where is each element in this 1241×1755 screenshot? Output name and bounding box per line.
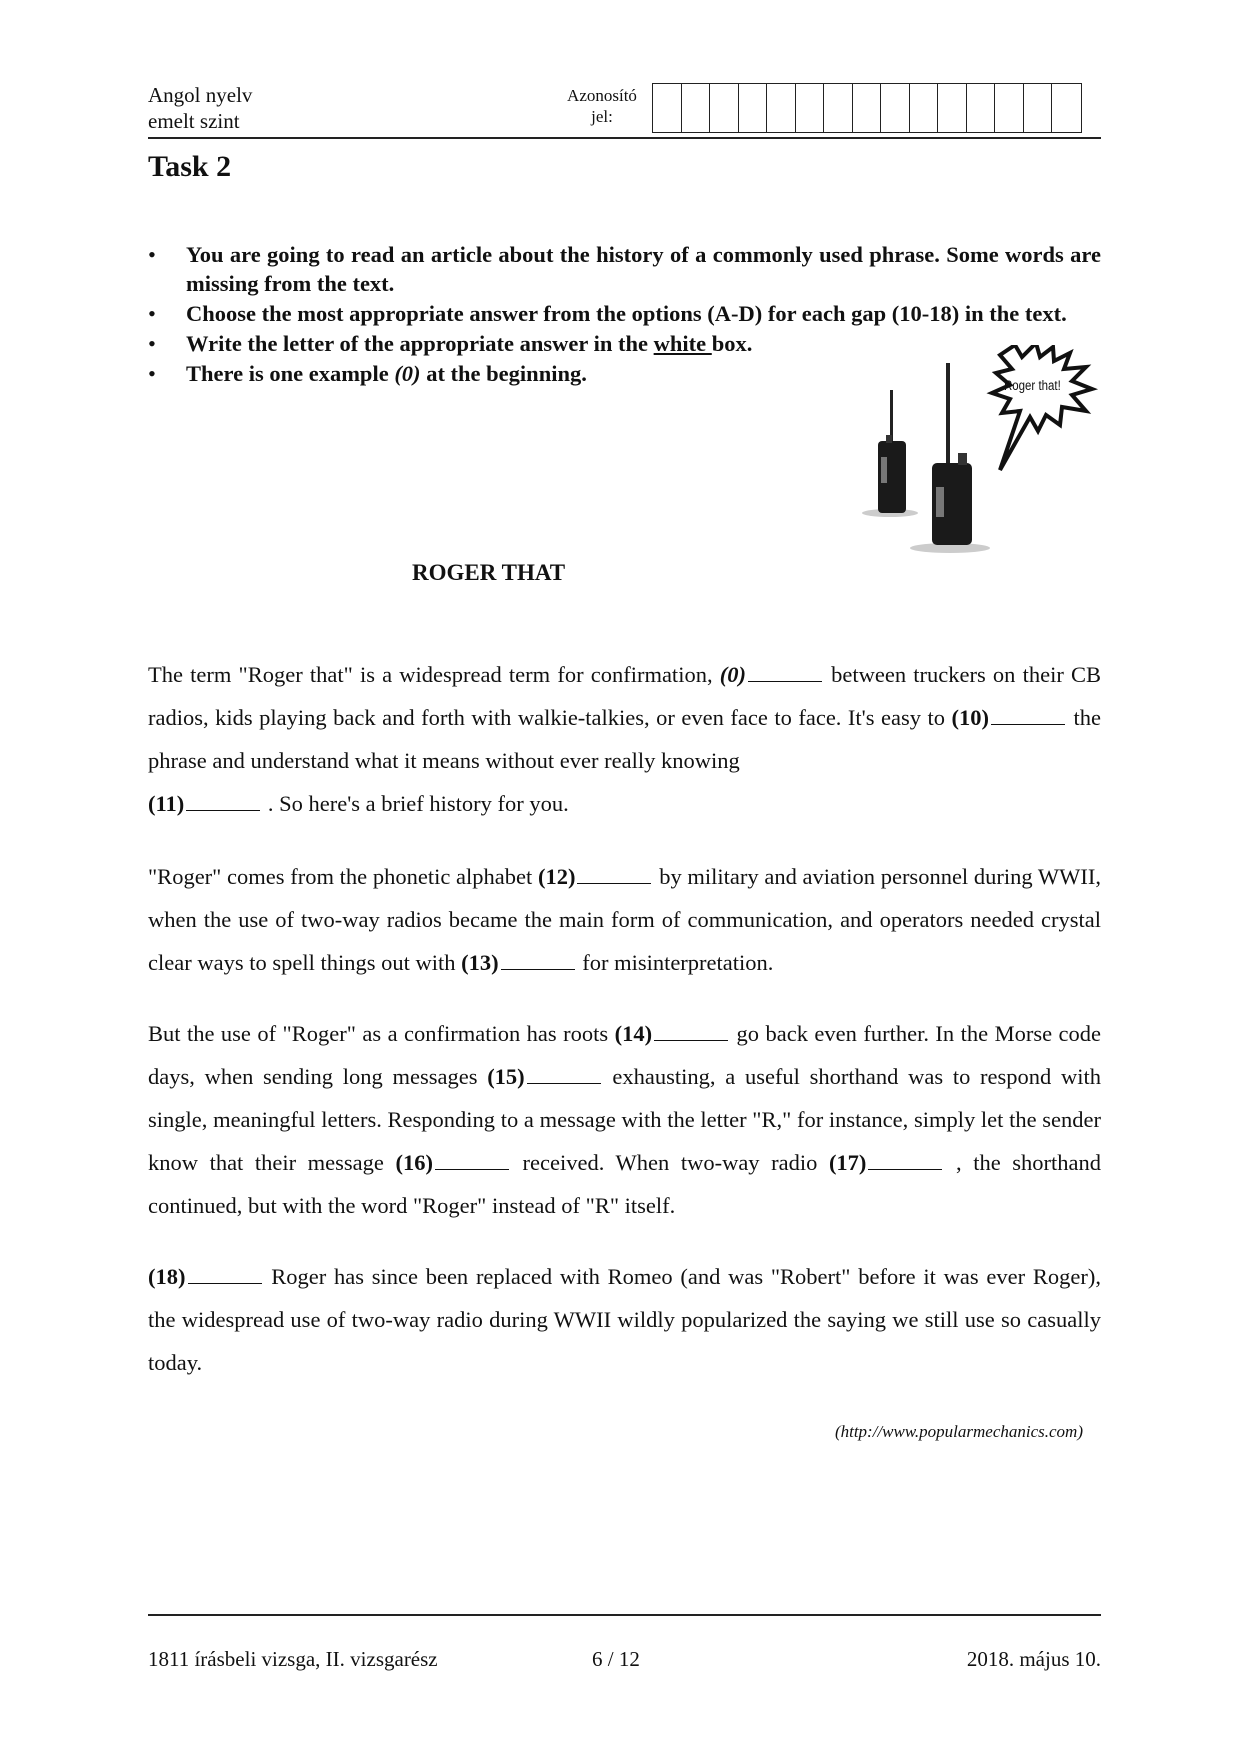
paragraph-4 <box>148 1255 1101 1384</box>
instruction-2: • Choose the most appropriate answer from the options (A-D) for each gap (10-18) in the text. <box>148 299 1101 328</box>
gap-11-blank[interactable] <box>186 792 260 811</box>
gap-17-label: (17) <box>828 1150 867 1175</box>
gap-17-blank[interactable] <box>868 1151 942 1170</box>
source-citation: (http://www.popularmechanics.com) <box>834 1422 1083 1441</box>
gap-12-label: (12) <box>537 864 576 889</box>
gap-14-blank[interactable] <box>654 1022 728 1041</box>
gap-18-label: (18) <box>148 1264 186 1289</box>
id-code-box[interactable] <box>1024 84 1053 132</box>
p1-text-2: between truckers on their CB radios, kids playing back and forth with walkie-talkies, or even face to face. It's easy to <box>148 662 1101 730</box>
instruction-4-example: (0) <box>394 361 421 386</box>
paragraph-2 <box>148 855 1101 984</box>
p1-text-4: . So here's a brief history for you. <box>262 791 569 816</box>
gap-15-blank[interactable] <box>527 1065 601 1084</box>
gap-18-blank[interactable] <box>188 1265 262 1284</box>
footer-exam-label: 1811 írásbeli vizsga, II. vizsgarész <box>148 1647 438 1671</box>
instruction-4-end: at the beginning. <box>420 361 587 386</box>
id-code-box[interactable] <box>881 84 910 132</box>
p1-text-1: The term "Roger that" is a widespread term for confirmation, <box>148 662 720 687</box>
id-code-box[interactable] <box>967 84 996 132</box>
p3-text-5: , the shorthand continued, but with the word "Roger" instead of "R" itself. <box>148 1150 1101 1218</box>
id-code-box[interactable] <box>767 84 796 132</box>
subject-label <box>148 82 252 134</box>
task-title: Task 2 <box>148 150 232 183</box>
id-code-box[interactable] <box>910 84 939 132</box>
id-code-box[interactable] <box>653 84 682 132</box>
gap-15-label: (15) <box>487 1064 525 1089</box>
footer-page-number: 6 / 12 <box>592 1647 640 1671</box>
instruction-3-text: Write the letter of the appropriate answer in the <box>186 331 654 356</box>
gap-11-label: (11) <box>148 791 185 816</box>
instruction-4-text: There is one example <box>186 361 395 386</box>
p3-text-1: But the use of "Roger" as a confirmation has roots <box>148 1021 615 1046</box>
p3-text-2: go back even further. In the Morse code days, when sending long messages <box>148 1021 1101 1089</box>
p2-text-2: by military and aviation personnel during WWII, when the use of two-way radios became the main form of communication, and operators needed crystal clear ways to spell things out with <box>148 864 1102 975</box>
id-code-boxes[interactable] <box>652 83 1082 133</box>
id-code-box[interactable] <box>796 84 825 132</box>
instruction-3-end: box. <box>711 331 753 356</box>
gap-10-label: (10) <box>951 705 989 730</box>
gap-10-blank[interactable] <box>991 706 1065 725</box>
header-rule <box>148 137 1101 139</box>
article-title: ROGER THAT <box>412 560 566 585</box>
gap-13-blank[interactable] <box>501 951 575 970</box>
gap-12-blank[interactable] <box>577 865 651 884</box>
id-code-box[interactable] <box>682 84 711 132</box>
gap-16-label: (16) <box>395 1150 433 1175</box>
gap-16-blank[interactable] <box>435 1151 509 1170</box>
id-code-box[interactable] <box>995 84 1024 132</box>
p3-text-3: exhausting, a useful shorthand was to respond with single, meaningful letters. Responding to a message with the letter "R," for instance, simply let the sender know that their message <box>148 1064 1102 1175</box>
id-code-box[interactable] <box>853 84 882 132</box>
id-code-box[interactable] <box>938 84 967 132</box>
gap-13-label: (13) <box>461 950 499 975</box>
gap-0-label: (0) <box>719 662 746 687</box>
footer-rule <box>148 1614 1101 1616</box>
walkie-talkie-icon <box>850 345 1110 555</box>
speech-bubble-text: Roger that! <box>1004 378 1061 393</box>
paragraph-3 <box>148 1012 1101 1227</box>
p3-text-4: received. When two-way radio <box>510 1150 829 1175</box>
id-label-line-1: Azonosító <box>567 86 637 105</box>
subject-line-2: emelt szint <box>148 109 240 133</box>
p2-text-1: "Roger" comes from the phonetic alphabet <box>148 864 538 889</box>
instruction-1: • You are going to read an article about the history of a commonly used phrase. Some words are missing from the text. <box>148 240 1101 298</box>
id-code-box[interactable] <box>739 84 768 132</box>
p4-text-1: Roger has since been replaced with Romeo (and was "Robert" before it was ever Roger), the widespread use of two-way radio during WWII wildly popularized the saying we still use so casually today. <box>148 1264 1101 1375</box>
p2-text-3: for misinterpretation. <box>576 950 774 975</box>
id-code-box[interactable] <box>710 84 739 132</box>
paragraph-1 <box>148 653 1101 825</box>
id-label-line-2: jel: <box>591 107 613 126</box>
instruction-3-underlined: white <box>653 331 712 356</box>
footer-date: 2018. május 10. <box>966 1647 1101 1671</box>
gap-14-label: (14) <box>614 1021 653 1046</box>
gap-0-blank[interactable] <box>748 663 822 682</box>
subject-line-1: Angol nyelv <box>148 83 253 107</box>
id-code-box[interactable] <box>1052 84 1081 132</box>
p1-text-3: the phrase and understand what it means without ever really knowing <box>148 705 1101 773</box>
id-code-box[interactable] <box>824 84 853 132</box>
id-label <box>552 85 652 127</box>
